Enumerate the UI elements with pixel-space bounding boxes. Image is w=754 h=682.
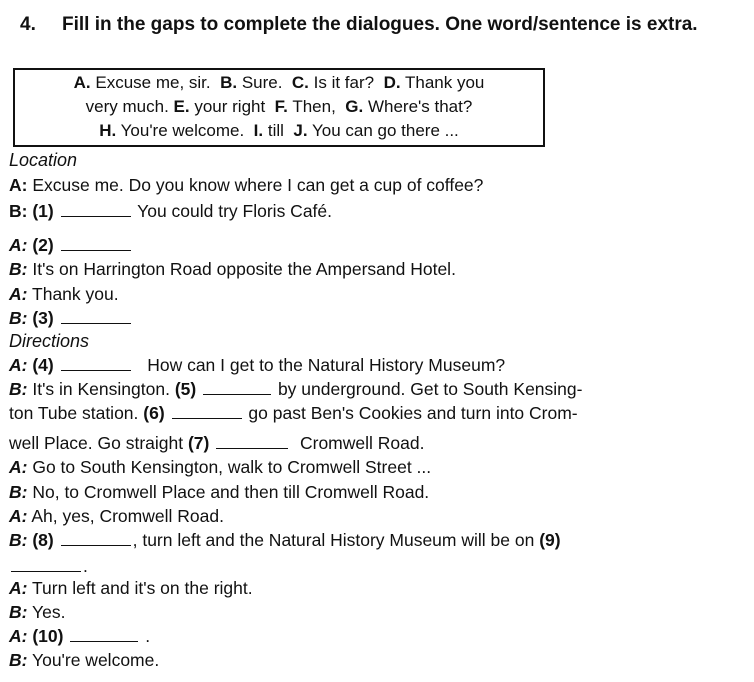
dialogue-line xyxy=(9,175,483,196)
speaker-b: B: xyxy=(9,308,28,328)
line-text: You could try Floris Café. xyxy=(137,201,333,221)
section-directions-title: Directions xyxy=(9,331,90,351)
option-i-letter: I. xyxy=(253,121,264,140)
options-row-1 xyxy=(15,71,543,95)
option-a-letter: A. xyxy=(73,73,91,92)
options-row-2 xyxy=(15,95,543,119)
dialogue-line xyxy=(9,403,578,424)
speaker-b: B: xyxy=(9,650,28,670)
options-box xyxy=(13,68,545,147)
option-j-letter: J. xyxy=(293,121,308,140)
gap-number-6: (6) xyxy=(143,403,165,423)
line-text: , turn left and the Natural History Museum will be on xyxy=(132,530,535,550)
line-text: No, to Cromwell Place and then till Cromwell Road. xyxy=(32,482,430,502)
line-text: It's in Kensington. xyxy=(32,379,170,399)
dialogue-line xyxy=(9,259,456,280)
gap-blank-9[interactable] xyxy=(11,557,81,572)
section-location-title: Location xyxy=(9,150,78,170)
option-g-text: Where's that? xyxy=(367,97,473,116)
option-b-letter: B. xyxy=(220,73,238,92)
option-e-text: your right xyxy=(194,97,266,116)
speaker-a: A: xyxy=(9,175,28,195)
speaker-a: A: xyxy=(9,457,28,477)
option-c-letter: C. xyxy=(291,73,309,92)
task-instruction: Fill in the gaps to complete the dialogues. One word/sentence is extra. xyxy=(62,14,698,35)
option-h-letter: H. xyxy=(99,121,117,140)
gap-number-8: (8) xyxy=(32,530,54,550)
option-g-letter: G. xyxy=(345,97,364,116)
gap-blank-3[interactable] xyxy=(61,309,131,324)
option-c-text: Is it far? xyxy=(313,73,375,92)
gap-blank-2[interactable] xyxy=(61,236,131,251)
line-text: It's on Harrington Road opposite the Ampersand Hotel. xyxy=(32,259,456,279)
gap-number-1: (1) xyxy=(32,201,54,221)
option-a-text: Excuse me, sir. xyxy=(95,73,211,92)
dialogue-line xyxy=(9,650,159,671)
dialogue-line xyxy=(9,308,133,329)
line-text: Turn left and it's on the right. xyxy=(32,578,253,598)
line-text: Cromwell Road. xyxy=(299,433,425,453)
task-heading xyxy=(20,11,740,38)
speaker-b: B: xyxy=(9,602,28,622)
option-d-letter: D. xyxy=(383,73,401,92)
dialogue-line xyxy=(9,482,429,503)
option-b-text: Sure. xyxy=(241,73,283,92)
speaker-b: B: xyxy=(9,379,28,399)
speaker-b: B: xyxy=(9,530,28,550)
option-j-text: You can go there ... xyxy=(311,121,459,140)
gap-blank-7[interactable] xyxy=(216,434,288,449)
option-i-text: till xyxy=(267,121,284,140)
line-text: Go to South Kensington, walk to Cromwell Street ... xyxy=(32,457,432,477)
speaker-a: A: xyxy=(9,355,28,375)
line-text: . xyxy=(83,556,88,576)
line-text: ton Tube station. xyxy=(9,403,139,423)
line-text: Thank you. xyxy=(32,284,119,304)
gap-blank-10[interactable] xyxy=(70,627,138,642)
speaker-b: B: xyxy=(9,482,28,502)
option-f-text: Then, xyxy=(292,97,336,116)
line-text: go past Ben's Cookies and turn into Crom- xyxy=(248,403,578,423)
option-h-text: You're welcome. xyxy=(120,121,245,140)
speaker-b: B: xyxy=(9,259,28,279)
line-text: by underground. Get to South Kensing- xyxy=(277,379,583,399)
dialogue-line xyxy=(9,506,224,527)
speaker-a: A: xyxy=(9,235,28,255)
task-number: 4. xyxy=(20,14,36,35)
dialogue-line xyxy=(9,201,332,222)
option-d-text-part1: Thank you xyxy=(404,73,485,92)
gap-number-10: (10) xyxy=(32,626,64,646)
speaker-b: B: xyxy=(9,201,28,221)
gap-blank-8[interactable] xyxy=(61,531,131,546)
gap-number-2: (2) xyxy=(32,235,54,255)
dialogue-line xyxy=(9,235,133,256)
speaker-a: A: xyxy=(9,506,28,526)
dialogue-line xyxy=(9,284,119,305)
dialogue-line xyxy=(9,530,561,551)
dialogue-line xyxy=(9,626,150,647)
options-row-3 xyxy=(15,119,543,143)
speaker-a: A: xyxy=(9,578,28,598)
dialogue-line xyxy=(9,355,505,376)
line-text: . xyxy=(145,626,151,646)
dialogue-line xyxy=(9,433,424,454)
line-text: You're welcome. xyxy=(32,650,160,670)
line-text: Ah, yes, Cromwell Road. xyxy=(31,506,224,526)
line-text: Yes. xyxy=(32,602,66,622)
option-d-text-part2: very much. xyxy=(85,97,169,116)
line-text: Excuse me. Do you know where I can get a cup of coffee? xyxy=(32,175,484,195)
dialogue-line xyxy=(9,602,65,623)
dialogue-line xyxy=(9,379,582,400)
gap-number-9: (9) xyxy=(539,530,561,550)
line-text: well Place. Go straight xyxy=(9,433,184,453)
speaker-a: A: xyxy=(9,284,28,304)
gap-number-5: (5) xyxy=(174,379,197,399)
gap-blank-5[interactable] xyxy=(203,380,271,395)
gap-blank-1[interactable] xyxy=(61,202,131,217)
speaker-a: A: xyxy=(9,626,28,646)
gap-number-4: (4) xyxy=(32,355,54,375)
dialogue-line xyxy=(9,578,253,599)
option-f-letter: F. xyxy=(274,97,288,116)
gap-blank-6[interactable] xyxy=(172,404,242,419)
line-text: How can I get to the Natural History Museum? xyxy=(147,355,506,375)
dialogue-line xyxy=(9,457,431,478)
gap-number-7: (7) xyxy=(187,433,210,453)
gap-number-3: (3) xyxy=(32,308,54,328)
dialogue-line xyxy=(9,556,88,577)
option-e-letter: E. xyxy=(173,97,190,116)
gap-blank-4[interactable] xyxy=(61,356,131,371)
